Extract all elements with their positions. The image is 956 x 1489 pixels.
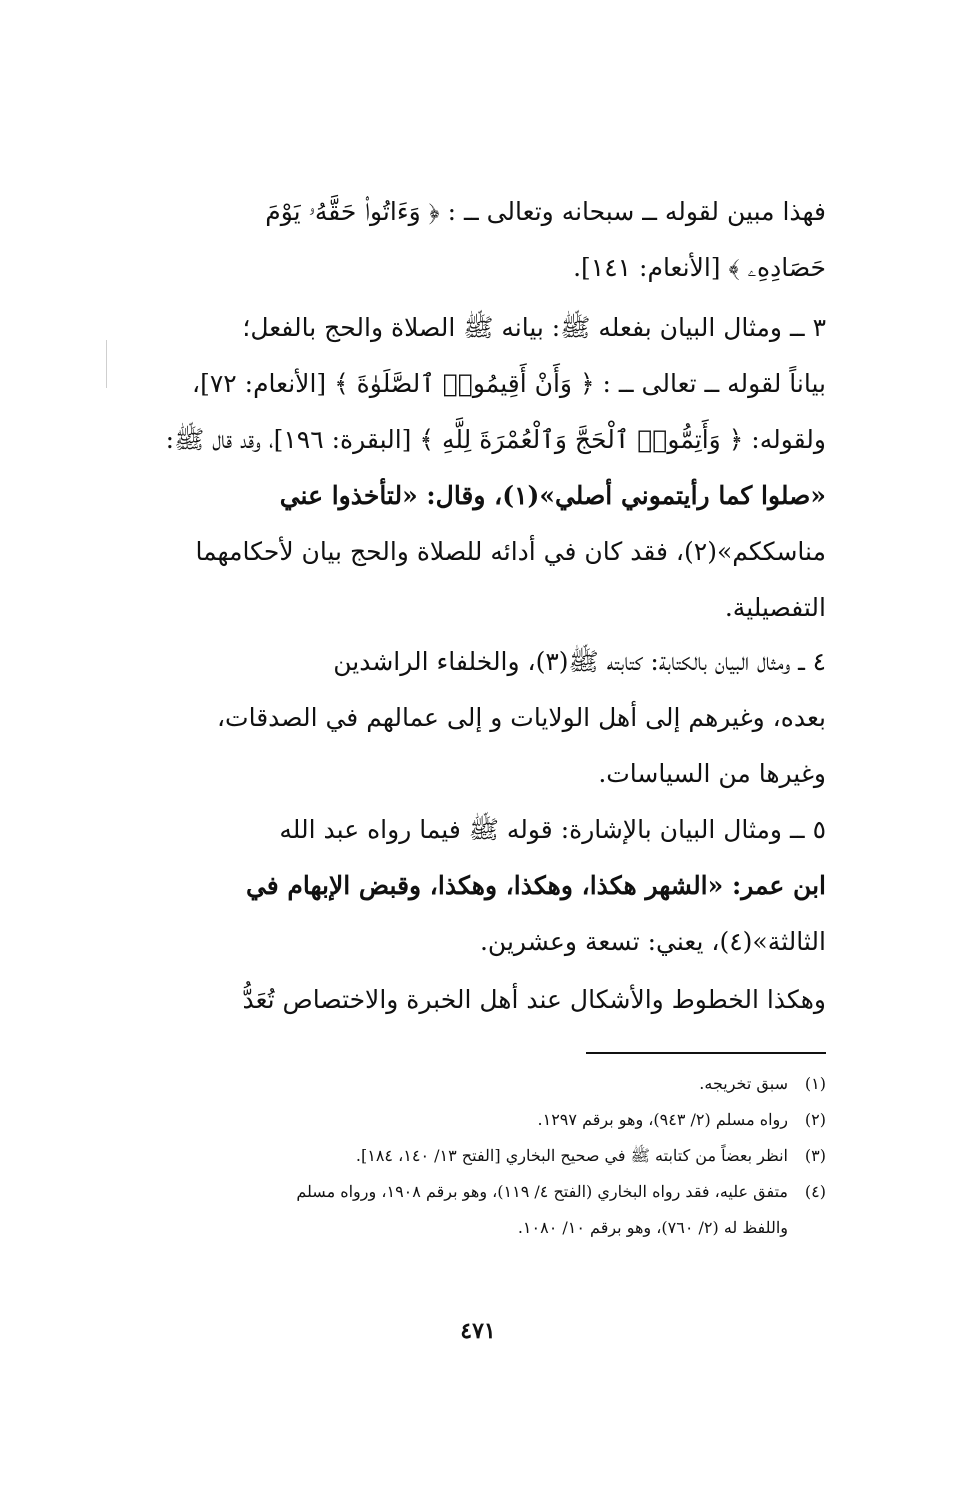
margin-mark bbox=[106, 340, 107, 388]
footnote-3 bbox=[110, 1138, 826, 1174]
text-line: ابن عمر: «الشهر هكذا، وهكذا، وهكذا، وقبض الإبهام في bbox=[245, 871, 826, 900]
footnote-2 bbox=[110, 1102, 826, 1138]
paragraph-quran-harvest bbox=[133, 184, 826, 296]
footnote-text: انظر بعضاً من كتابته ﷺ في صحيح البخاري [الفتح ١٣/ ١٤٠، ١٨٤]. bbox=[355, 1146, 788, 1165]
paragraph-example-action bbox=[133, 300, 826, 636]
text-line: ٥ ــ ومثال البيان بالإشارة: قوله ﷺ فيما رواه عبد الله bbox=[279, 815, 826, 844]
footnote-4 bbox=[110, 1174, 826, 1210]
paragraph-example-writing bbox=[133, 634, 826, 802]
footnote-number: (٣) bbox=[804, 1146, 826, 1165]
footnote-number: (١) bbox=[804, 1074, 826, 1093]
footnote-4-continuation: واللفظ له (٢/ ٧٦٠)، وهو برقم ١٠/ ١٠٨٠. bbox=[517, 1218, 788, 1237]
text-line: بعده، وغيرهم إلى أهل الولايات و إلى عمالهم في الصدقات، bbox=[216, 703, 826, 732]
text-line: بياناً لقوله ــ تعالى ــ : ﴿ وَأَنْ أَقِيمُوا۟ ٱلصَّلَوٰةَ ﴾ [الأنعام: ٧٢]، bbox=[192, 369, 826, 398]
text-line: الثالثة»(٤)، يعني: تسعة وعشرين. bbox=[479, 927, 826, 956]
text-line bbox=[133, 468, 826, 524]
text-line: حَصَادِهِۦ ﴾ [الأنعام: ١٤١]. bbox=[573, 253, 826, 282]
text-line: فهذا مبين لقوله ــ سبحانه وتعالى ــ : ﴿ وَءَاتُوا۟ حَقَّهُۥ يَوْمَ bbox=[265, 197, 826, 226]
page-number: ٤٧١ bbox=[460, 1318, 496, 1344]
paragraph-example-gesture bbox=[133, 802, 826, 970]
footnotes bbox=[110, 1066, 826, 1246]
footnote-1 bbox=[110, 1066, 826, 1102]
text-line: ٣ ــ ومثال البيان بفعله ﷺ: بيانه ﷺ الصلاة والحج بالفعل؛ bbox=[242, 313, 826, 342]
text-line: وغيرها من السياسات. bbox=[598, 759, 826, 788]
text-line: التفصيلية. bbox=[724, 593, 826, 622]
text-line: ولقوله: ﴿ وَأَتِمُّوا۟ ٱلْحَجَّ وَٱلْعُمْرَةَ لِلَّهِ ﴾ [البقرة: ١٩٦]، وقد قال ﷺ: bbox=[165, 425, 826, 454]
text-segment: «صلوا كما رأيتموني أصلي»(١)، وقال: «لتأخذوا عني bbox=[279, 481, 826, 510]
footnote-number: (٢) bbox=[804, 1110, 826, 1129]
text-line: مناسككم»(٢)، فقد كان في أدائه للصلاة والحج بيان لأحكامهما bbox=[195, 537, 826, 566]
text-line: وهكذا الخطوط والأشكال عند أهل الخبرة والاختصاص تُعَدُّ bbox=[242, 985, 826, 1014]
footnote-separator bbox=[586, 1052, 826, 1054]
footnote-number: (٤) bbox=[804, 1182, 826, 1201]
paragraph-lines-shapes bbox=[133, 972, 826, 1028]
footnote-text: سبق تخريجه. bbox=[699, 1074, 788, 1093]
footnote-text: متفق عليه، فقد رواه البخاري (الفتح ٤/ ١١٩)، وهو برقم ١٩٠٨، ورواه مسلم bbox=[296, 1182, 788, 1201]
footnote-text: رواه مسلم (٢/ ٩٤٣)، وهو برقم ١٢٩٧. bbox=[537, 1110, 788, 1129]
text-line: ٤ ــ ومثال البيان بالكتابة: كتابته ﷺ(٣)، والخلفاء الراشدين bbox=[333, 647, 826, 676]
